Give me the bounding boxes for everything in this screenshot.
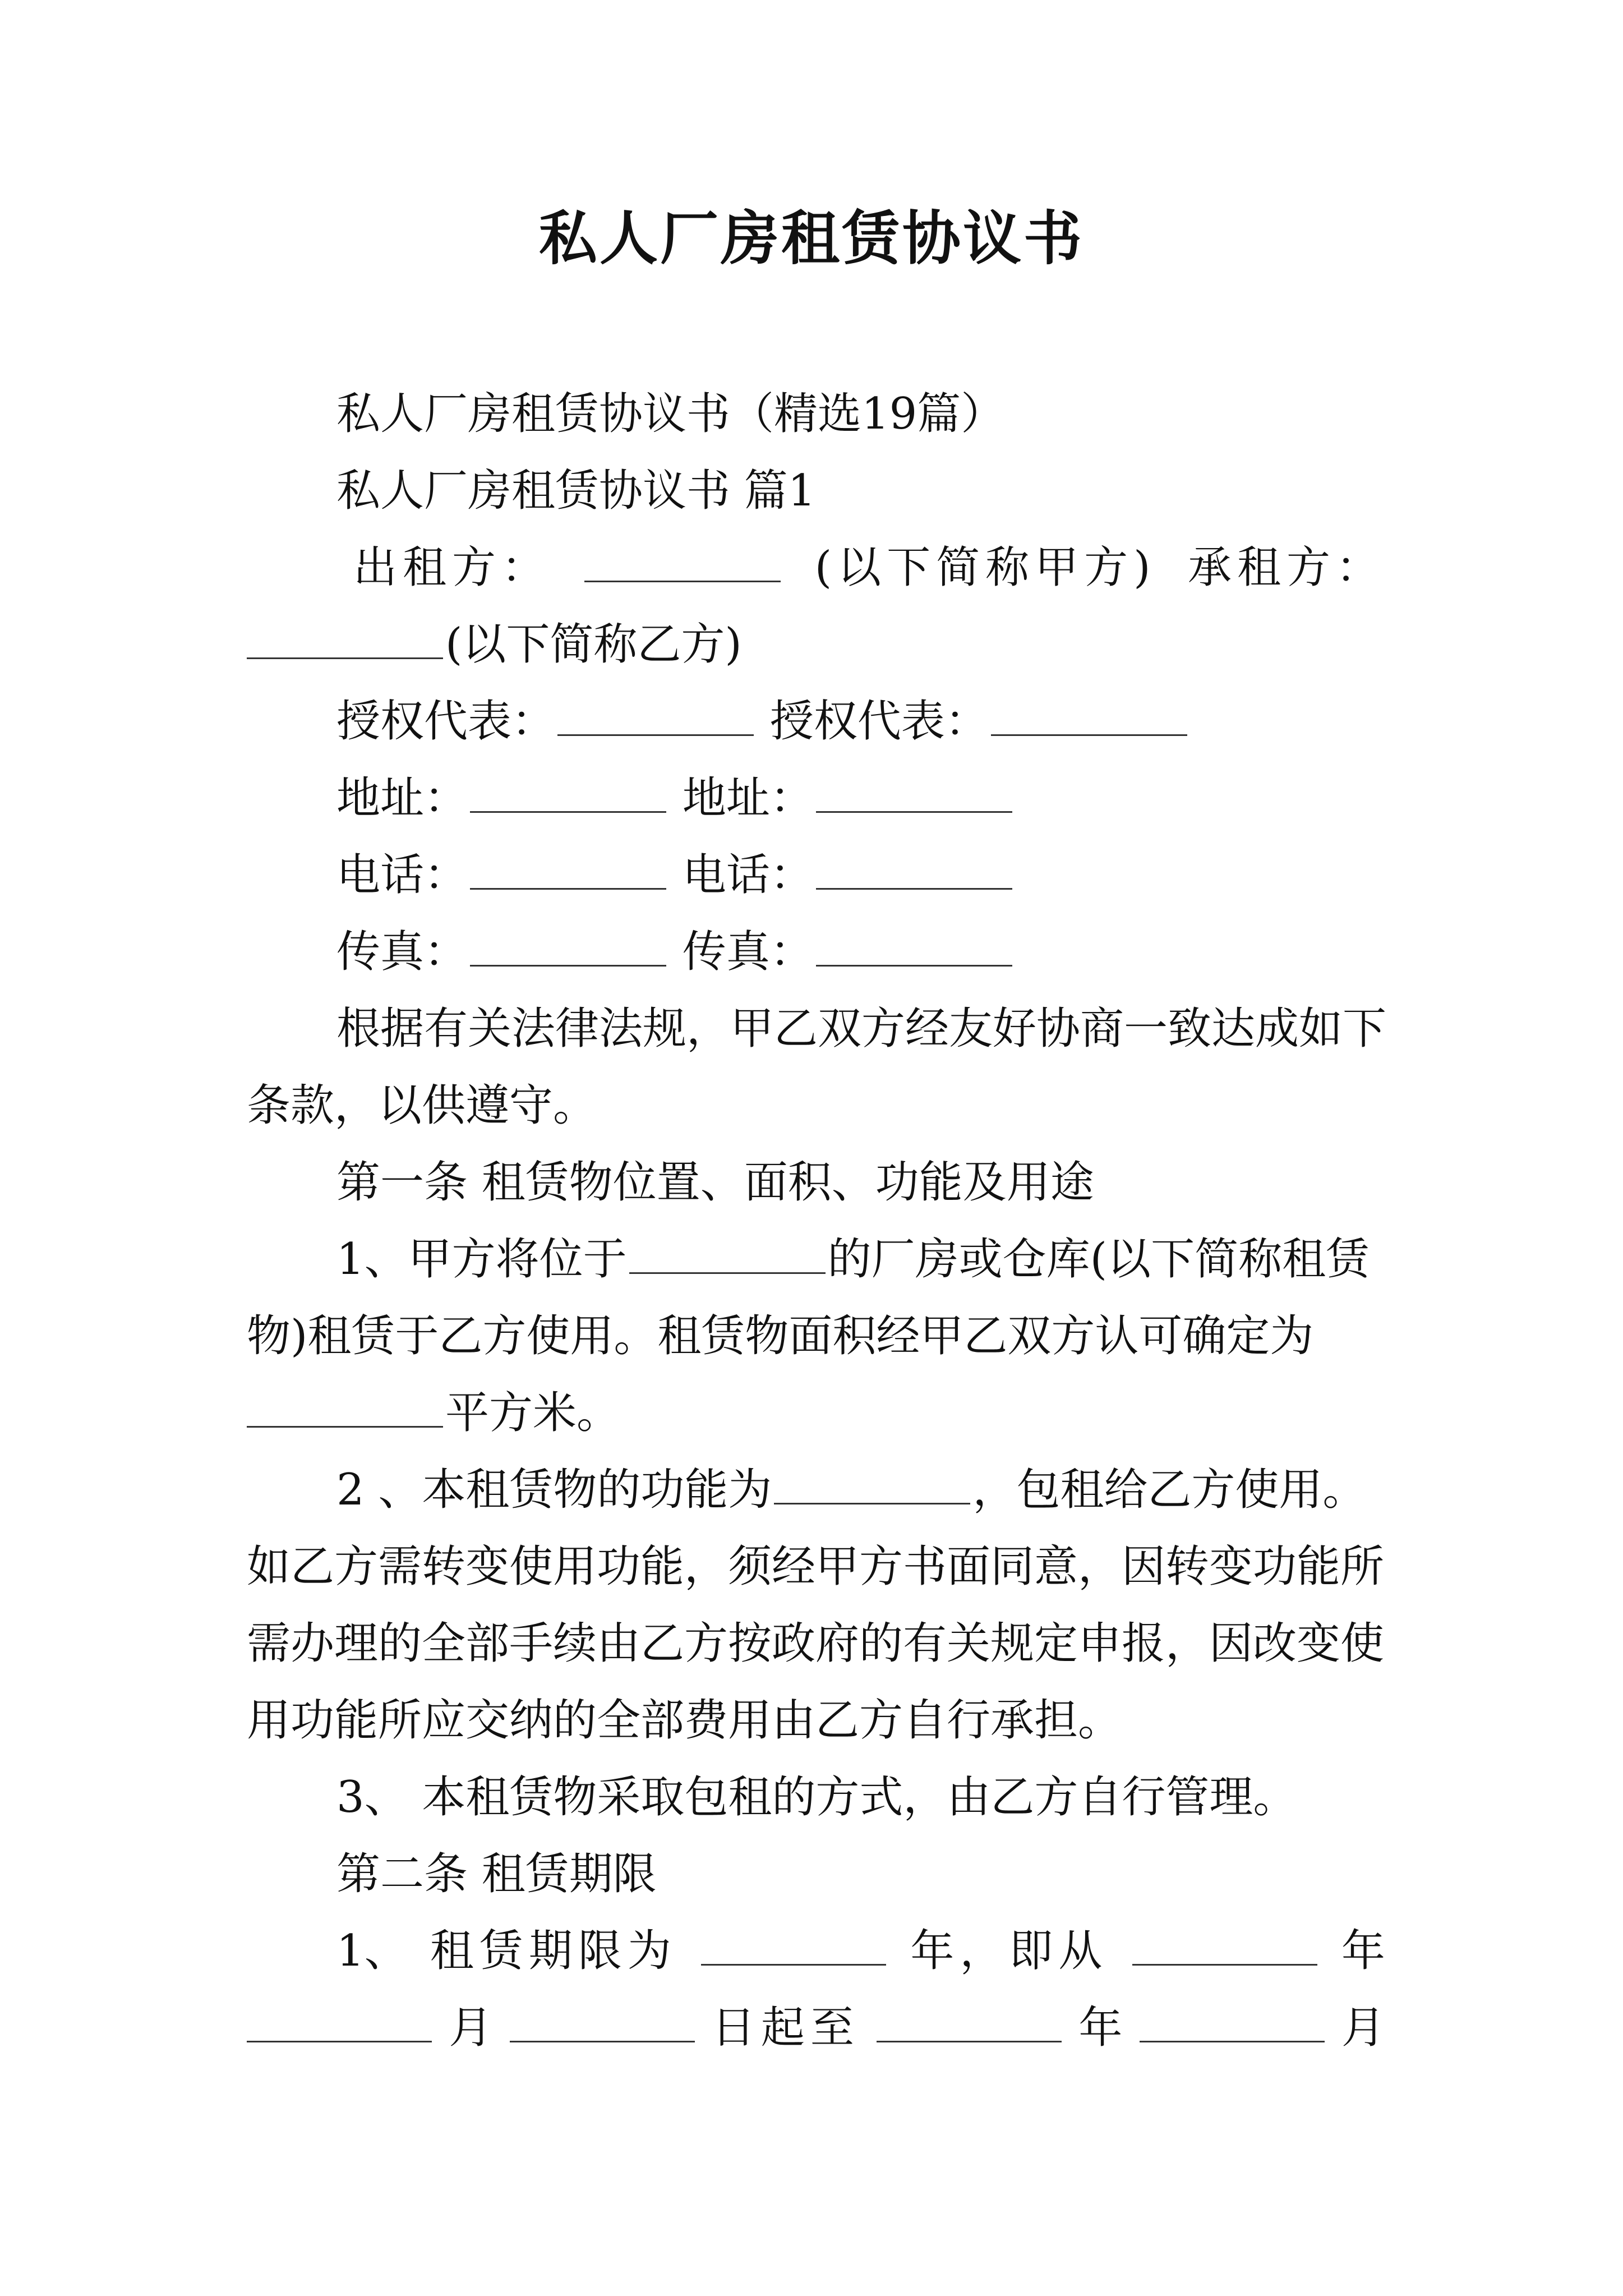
article-2-heading: 第二条 租赁期限: [336, 1849, 657, 1899]
a2-p1-text-b: 租赁期限为: [430, 1926, 677, 1976]
rep-blank-a: [557, 725, 754, 736]
fax-blank-a: [470, 956, 666, 967]
a1-p1-line-1: [247, 1221, 1385, 1298]
phone-label-a: 电话：: [336, 850, 468, 900]
a2-p1-text-d: 年: [1341, 1926, 1385, 1976]
section-heading: 私人厂房租赁协议书 篇1: [336, 466, 816, 516]
a2-p1-line-1: [247, 1913, 1385, 1990]
a1-p1-text-a: 1、甲方将位于: [336, 1234, 627, 1285]
area-blank: [247, 1417, 443, 1428]
lessee-suffix: (以下简称乙方): [445, 619, 742, 670]
a1-p2-line-2: 如乙方需转变使用功能，须经甲方书面同意，因转变功能所: [247, 1542, 1385, 1592]
lessor-blank: [584, 572, 781, 582]
rep-blank-b: [991, 725, 1187, 736]
rep-label-b: 授权代表：: [769, 696, 989, 747]
a2-p1-line-2: [247, 1990, 1385, 2067]
document-body: [247, 376, 1385, 2067]
address-line: [247, 760, 1385, 837]
a2-p1-text-h: 月: [1341, 2003, 1385, 2053]
intro-line-1: 根据有关法律法规，甲乙双方经友好协商一致达成如下: [336, 1004, 1387, 1054]
end-year-blank: [877, 2032, 1062, 2042]
parties-line: [247, 530, 1385, 606]
a1-p3: 3、 本租赁物采取包租的方式，由乙方自行管理。: [336, 1772, 1297, 1823]
intro-line-2: 条款，以供遵守。: [247, 1080, 597, 1131]
a2-p1-text-a: 1、: [336, 1926, 408, 1976]
phone-blank-b: [816, 879, 1012, 890]
a2-p1-text-f: 日起至: [711, 2003, 860, 2053]
fax-label-b: 传真：: [682, 927, 814, 977]
term-years-blank: [701, 1955, 886, 1966]
a2-p1-text-g: 年: [1078, 2003, 1123, 2053]
a1-p1-text-c: 平方米。: [445, 1388, 621, 1438]
a1-p2-text-a: 2 、本租赁物的功能为: [336, 1465, 772, 1515]
a1-p2-line-1: [247, 1452, 1385, 1529]
a1-p1-line-2: 物)租赁于乙方使用。租赁物面积经甲乙双方认可确定为: [247, 1311, 1314, 1361]
rep-label-a: 授权代表：: [336, 696, 556, 747]
fax-blank-b: [816, 956, 1012, 967]
fax-label-a: 传真：: [336, 927, 468, 977]
rep-line: [247, 683, 1385, 760]
subtitle: 私人厂房租赁协议书（精选19篇）: [336, 389, 1005, 439]
lessor-label: 出租方：: [353, 542, 551, 593]
a1-p1-line-3: [247, 1375, 1385, 1452]
start-day-blank: [510, 2032, 695, 2042]
a1-p1-text-b: 的厂房或仓库(以下简称租赁: [827, 1234, 1370, 1285]
a1-p2-line-3: 需办理的全部手续由乙方按政府的有关规定申报，因改变使: [247, 1618, 1385, 1669]
a2-p1-text-e: 月: [449, 2003, 493, 2053]
address-blank-a: [470, 802, 666, 813]
start-month-blank: [247, 2032, 432, 2042]
address-label-a: 地址：: [336, 773, 468, 823]
end-month-blank: [1140, 2032, 1325, 2042]
article-1-heading: 第一条 租赁物位置、面积、功能及用途: [336, 1157, 1094, 1208]
a1-p2-text-b: ，包租给乙方使用。: [972, 1465, 1367, 1515]
phone-line: [247, 837, 1385, 914]
a1-p2-line-4: 用功能所应交纳的全部费用由乙方自行承担。: [247, 1695, 1122, 1746]
phone-blank-a: [470, 879, 666, 890]
start-year-blank: [1132, 1955, 1317, 1966]
lessee-label: 承租方：: [1187, 542, 1385, 593]
phone-label-b: 电话：: [682, 850, 814, 900]
lessor-suffix: (以下简称甲方): [814, 542, 1156, 593]
address-label-b: 地址：: [682, 773, 814, 823]
location-blank: [629, 1263, 826, 1274]
document-title: 私人厂房租赁协议书: [538, 204, 1084, 273]
lessee-line: [247, 606, 1385, 683]
lessee-blank: [247, 648, 443, 659]
a2-p1-text-c: 年，即从: [910, 1926, 1108, 1976]
fax-line: [247, 914, 1385, 991]
address-blank-b: [816, 802, 1012, 813]
function-blank: [774, 1494, 970, 1504]
